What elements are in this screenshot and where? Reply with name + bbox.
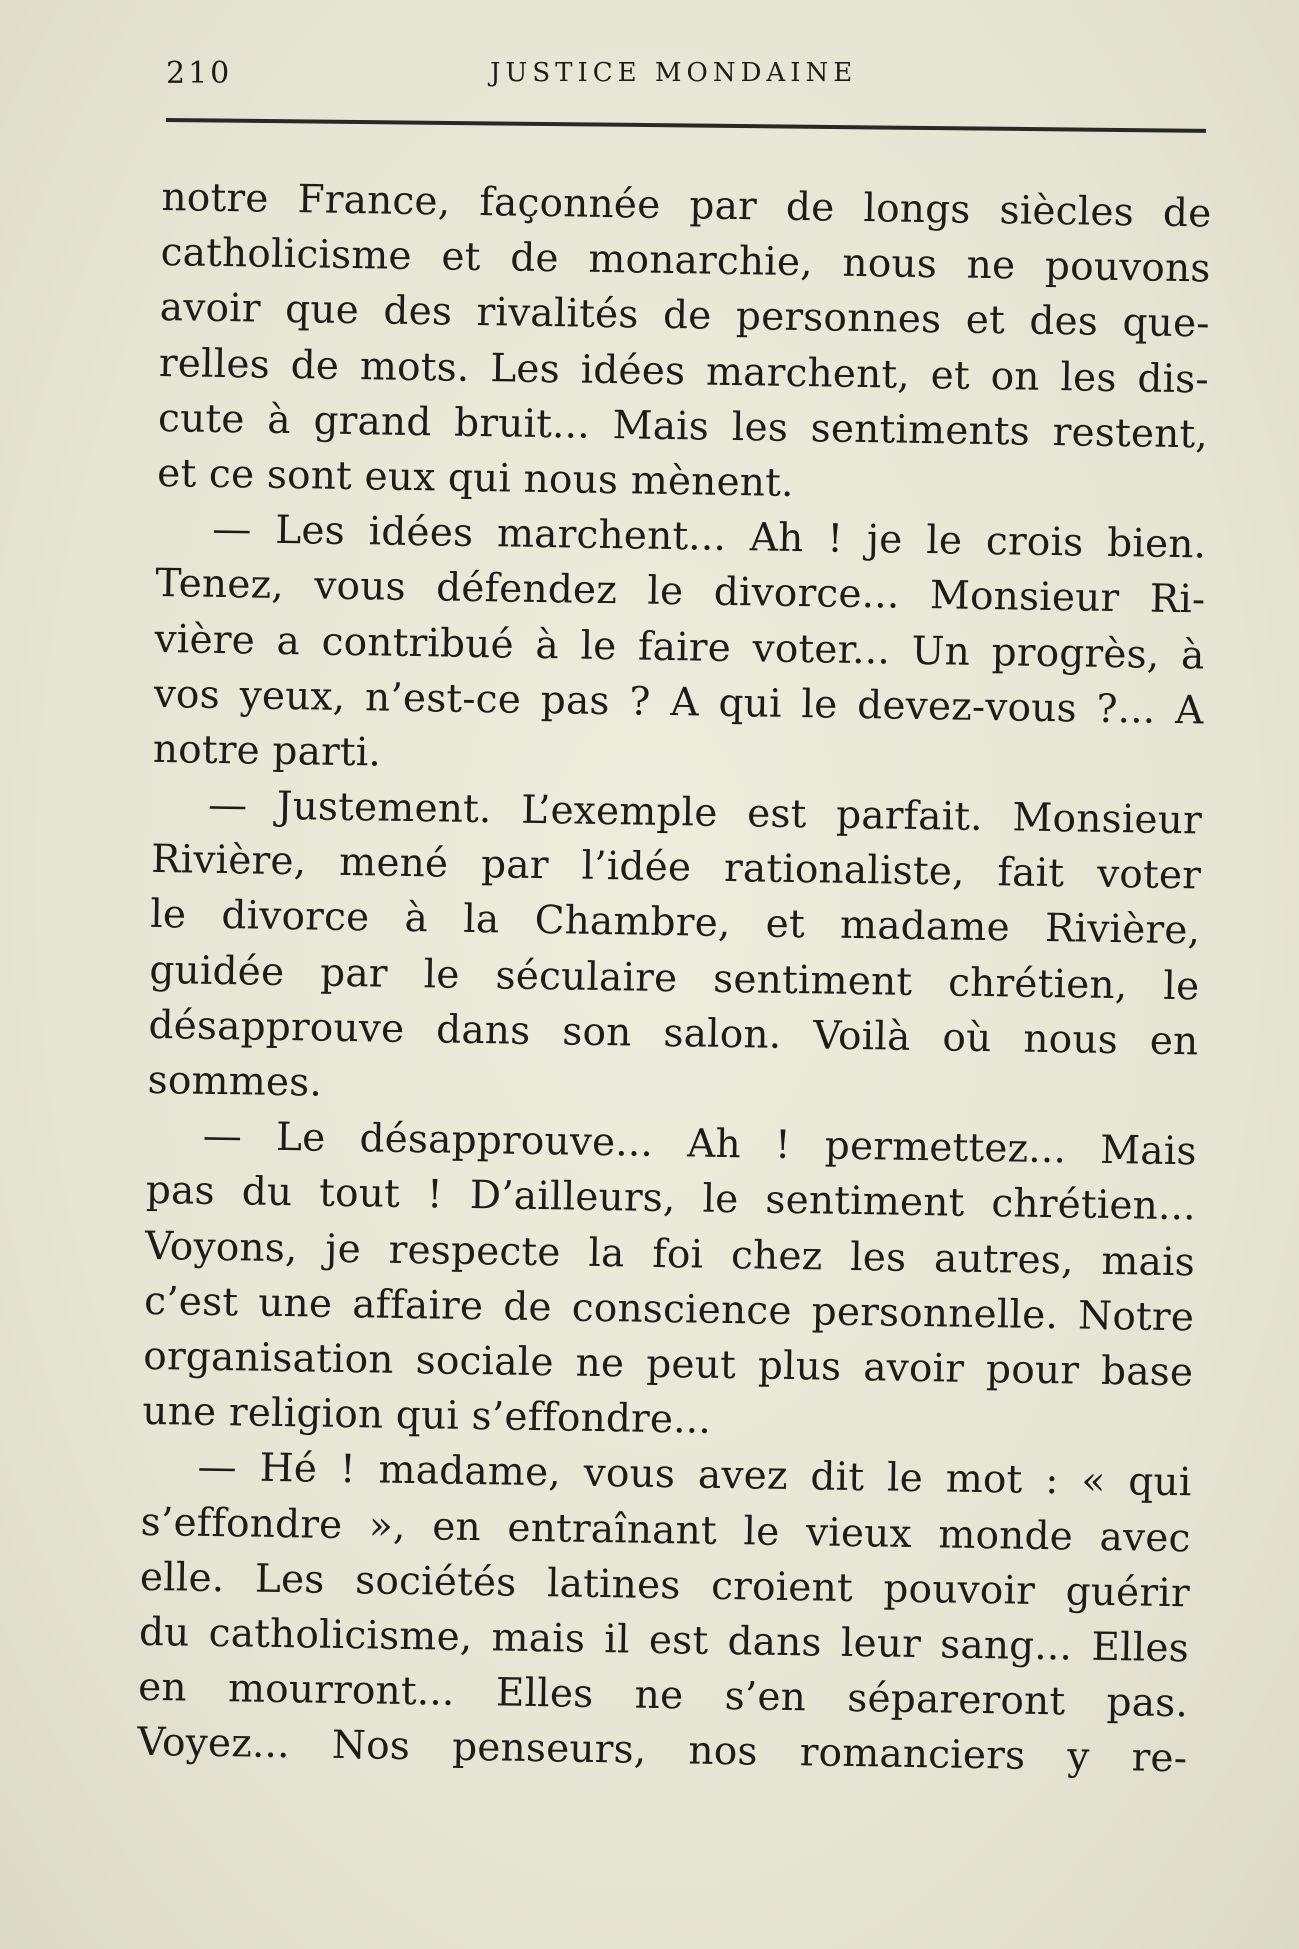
text-line: du catholicisme, mais il est dans leur sang... Elles bbox=[138, 1609, 1190, 1672]
text-line: Rivière, mené par l’idée rationaliste, fait voter bbox=[150, 837, 1202, 899]
text-line: — Les idées marchent... Ah ! je le crois bien. bbox=[212, 506, 1207, 568]
text-line: en mourront... Elles ne s’en sépareront pas. bbox=[137, 1664, 1189, 1727]
page-number: 210 bbox=[166, 56, 233, 91]
text-line: Voyez... Nos penseurs, nos romanciers y re- bbox=[136, 1720, 1188, 1782]
text-line: vière a contribué à le faire voter... Un progrès, à bbox=[154, 616, 1205, 678]
text-line: elle. Les sociétés latines croient pouvoir guérir bbox=[139, 1554, 1191, 1617]
text-line: Tenez, vous défendez le divorce... Monsieur Ri- bbox=[155, 561, 1206, 623]
text-line: désapprouve dans son salon. Voilà où nous en bbox=[148, 1002, 1199, 1065]
text-line: catholicisme et de monarchie, nous ne pouvons bbox=[160, 230, 1211, 292]
text-line: notre France, façonnée par de longs siècles de bbox=[161, 174, 1212, 237]
text-line: — Le désapprouve... Ah ! permettez... Mais bbox=[202, 1113, 1198, 1175]
text-line: cute à grand bruit... Mais les sentiments restent, bbox=[157, 395, 1209, 458]
text-line: — Hé ! madame, vous avez dit le mot : « qui bbox=[197, 1445, 1192, 1506]
text-line: — Justement. L’exemple est parfait. Monsieur bbox=[207, 782, 1203, 844]
text-line: Voyons, je respecte la foi chez les autres, mais bbox=[144, 1223, 1196, 1285]
text-line: organisation sociale ne peut plus avoir pour base bbox=[143, 1333, 1194, 1396]
text-line: avoir que des rivalités de personnes et des que- bbox=[159, 285, 1211, 347]
text-line: notre parti. bbox=[152, 726, 382, 776]
text-line: et ce sont eux qui nous mènent. bbox=[156, 450, 794, 506]
body-text bbox=[137, 170, 1212, 1787]
text-line: c’est une affaire de conscience personnelle. Notre bbox=[143, 1278, 1195, 1341]
text-line: guidée par le séculaire sentiment chrétien, le bbox=[149, 947, 1200, 1010]
text-line: vos yeux, n’est-ce pas ? A qui le devez-vous ?... A bbox=[153, 671, 1204, 734]
running-head bbox=[166, 50, 1206, 100]
text-line: s’effondre », en entraînant le vieux monde avec bbox=[140, 1499, 1191, 1561]
text-line: le divorce à la Chambre, et madame Rivière, bbox=[149, 892, 1201, 954]
text-line: pas du tout ! D’ailleurs, le sentiment chrétien... bbox=[145, 1168, 1197, 1230]
header-rule bbox=[166, 118, 1206, 133]
text-line: sommes. bbox=[147, 1057, 323, 1106]
running-title: JUSTICE MONDAINE bbox=[490, 58, 858, 88]
text-line: relles de mots. Les idées marchent, et on les dis- bbox=[158, 340, 1210, 403]
text-line: une religion qui s’effondre... bbox=[142, 1388, 712, 1443]
